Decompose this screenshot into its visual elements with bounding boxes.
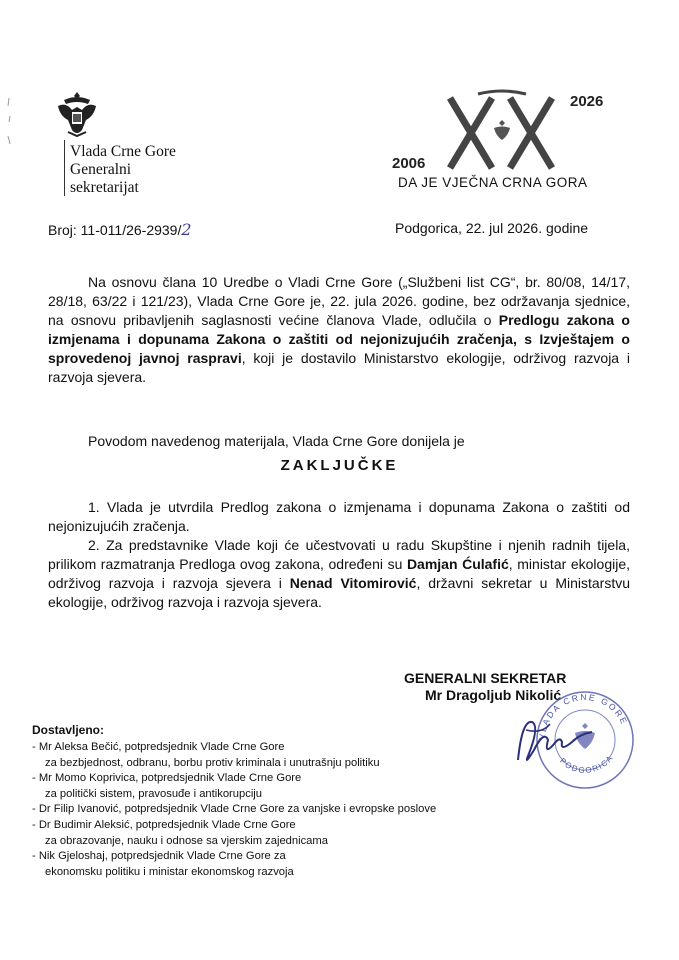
- header-divider: [64, 140, 65, 196]
- conclusion-2-text-b: , ministar ekologije, održivog razvoja i razvoja sjevera i: [48, 556, 630, 591]
- signatory-title: GENERALNI SEKRETAR: [404, 670, 567, 686]
- conclusion-2-text-c: , državni sekretar u Ministarstvu ekologije, održivog razvoja i razvoja sjevera.: [48, 575, 630, 610]
- conclusion-1: 1. Vlada je utvrdila Predlog zakona o izmjenama i dopunama Zakona o zaštiti od nejonizujućih zračenja.: [48, 499, 630, 534]
- jubilee-year-start: 2006: [392, 155, 426, 172]
- stamp-text-bottom: PODGORICA: [557, 753, 616, 776]
- conclusion-2: [48, 536, 630, 612]
- document-date: Podgorica, 22. jul 2026. godine: [395, 220, 589, 236]
- org-name: Vlada Crne Gore: [70, 143, 176, 160]
- list-item: - Mr Momo Koprivica, potpredsjednik Vlade Crne Gore za politički sistem, pravosuđe i antikorupciju: [32, 772, 302, 800]
- lead-paragraph: Povodom navedenog materijala, Vlada Crne Gore donijela je: [88, 433, 465, 449]
- reference-handwritten: 2: [181, 220, 192, 239]
- conclusion-2-text-a: 2. Za predstavnike Vlade koji će učestvovati u radu Skupštine i njenih radnih tijela, prilikom razmatranja Predloga ovog zakona, određeni su: [48, 537, 630, 572]
- distribution-list: [32, 740, 512, 880]
- reference-number: [48, 220, 192, 239]
- margin-mark: [4, 96, 14, 156]
- list-item: - Dr Budimir Aleksić, potpredsjednik Vlade Crne Gore za obrazovanje, nauku i odnose sa vjerskim zajednicama: [32, 818, 328, 847]
- jubilee-year-end: 2026: [570, 93, 604, 110]
- org-unit-line2: sekretarijat: [70, 179, 139, 196]
- intro-text-a: Na osnovu člana 10 Uredbe o Vladi Crne Gore („Službeni list CG“, br. 80/08, 14/17, 28/18, 63/22 i 121/23), Vlada Crne Gore je, 22. jula 2026. godine, bez održavanja sjednice, na osnovu pribavljenih saglasnosti većine članova Vlade, odlučila o: [48, 274, 630, 328]
- intro-text-b: , koji je dostavilo Ministarstvo ekologije, održivog razvoja i razvoja sjevera.: [48, 350, 630, 385]
- jubilee-slogan: DA JE VJEČNA CRNA GORA: [398, 175, 588, 190]
- handwritten-signature: [500, 700, 610, 780]
- signatory-name: Mr Dragoljub Nikolić: [425, 687, 562, 703]
- list-item: - Mr Aleksa Bečić, potpredsjednik Vlade Crne Gore za bezbjednost, odbranu, borbu protiv kriminala i unutrašnju politiku: [32, 741, 380, 769]
- list-item: - Nik Gjeloshaj, potpredsjednik Vlade Crne Gore za ekonomsku politiku i ministar ekonomskog razvoja: [32, 850, 294, 878]
- reference-number-text: Broj: 11-011/26-2939/: [48, 222, 182, 238]
- org-block: [70, 143, 176, 197]
- intro-paragraph: [48, 273, 630, 387]
- list-item: - Dr Filip Ivanović, potpredsjednik Vlade Crne Gore za vanjske i evropske poslove: [32, 803, 437, 816]
- jubilee-logo: [392, 88, 612, 188]
- distribution-label: Dostavljeno:: [32, 723, 105, 737]
- org-unit-line1: Generalni: [70, 161, 132, 178]
- stamp-text-top: VLADA CRNE GORE: [536, 691, 630, 741]
- section-title: ZAKLJUČKE: [280, 457, 399, 474]
- coat-of-arms-icon: [54, 90, 100, 138]
- representative-2: Nenad Vitomirović: [289, 575, 417, 591]
- intro-text-bold: Predlogu zakona o izmjenama i dopunama Zakona o zaštiti od nejonizujućih zračenja, s Izvještajem o sprovedenoj javnoj raspravi: [48, 312, 630, 366]
- representative-1: Damjan Ćulafić: [406, 556, 509, 572]
